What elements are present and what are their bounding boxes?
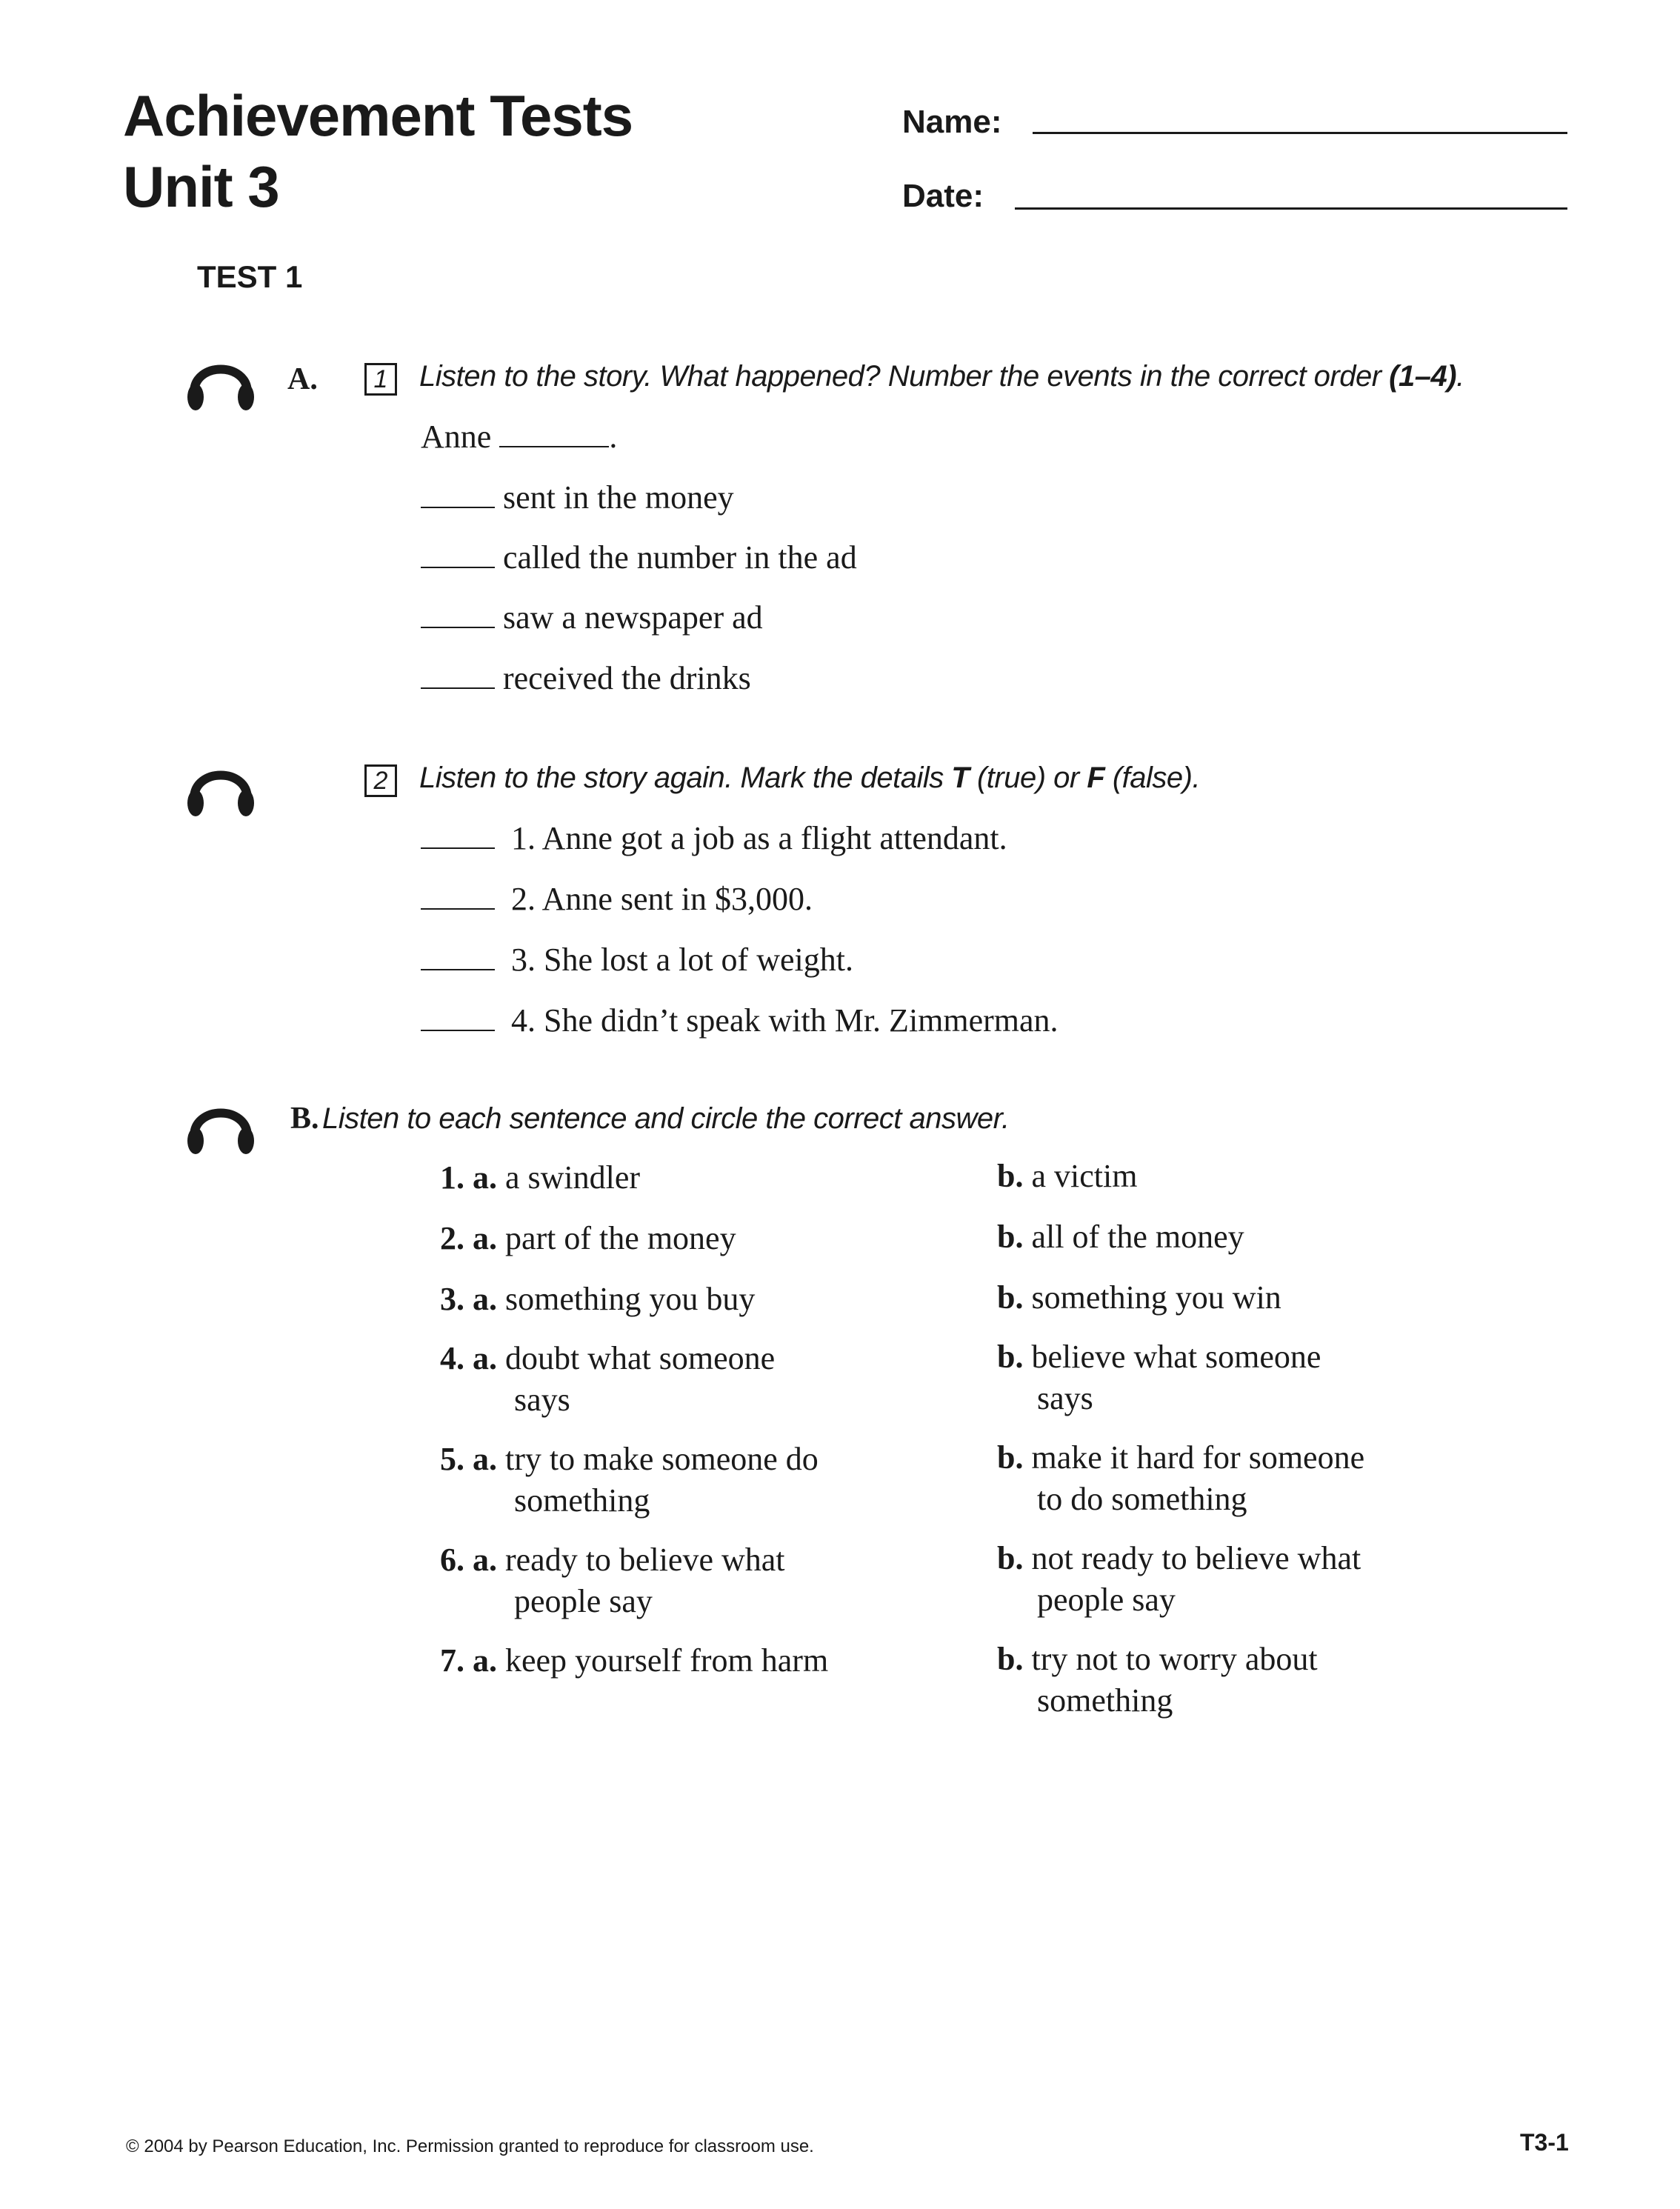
part-1-stem-blank[interactable] [499, 446, 609, 447]
part-1-stem [421, 418, 617, 456]
part-2-instruction-text: Listen to the story again. Mark the details [419, 762, 952, 794]
part-1-stem-end: . [609, 419, 618, 455]
true-letter: T [951, 762, 970, 794]
headphones-icon [184, 1089, 258, 1163]
false-letter: F [1087, 762, 1105, 794]
page-number: T3-1 [1520, 2129, 1569, 2156]
detail-text: 3. She lost a lot of weight. [511, 942, 853, 978]
option-a-letter[interactable]: a. [473, 1340, 497, 1376]
question-2-option-b[interactable] [997, 1216, 1244, 1258]
order-blank[interactable] [421, 507, 495, 508]
tf-blank[interactable] [421, 847, 495, 849]
part-1-stem-text: Anne [421, 419, 492, 455]
option-b-text[interactable]: all of the money [1031, 1219, 1244, 1255]
option-b-text[interactable]: a victim [1031, 1158, 1138, 1194]
date-label: Date: [902, 178, 984, 214]
headphones-icon [184, 345, 258, 419]
list-item [421, 941, 853, 979]
question-6-option-b[interactable] [997, 1538, 1516, 1621]
event-text: sent in the money [503, 479, 734, 516]
order-blank[interactable] [421, 687, 495, 689]
option-a-text-cont[interactable]: something [514, 1482, 650, 1519]
option-b-text-cont[interactable]: something [1037, 1682, 1173, 1719]
option-b-text[interactable]: something you win [1031, 1279, 1281, 1316]
tf-blank[interactable] [421, 969, 495, 970]
question-number: 2. [440, 1220, 464, 1256]
test-label: TEST 1 [197, 259, 303, 294]
option-a-letter[interactable]: a. [473, 1542, 497, 1578]
option-a-text[interactable]: something you buy [505, 1281, 756, 1317]
list-item [421, 479, 734, 516]
option-a-text[interactable]: doubt what someone [505, 1340, 776, 1376]
false-text: (false). [1104, 762, 1201, 794]
option-a-letter[interactable]: a. [473, 1642, 497, 1679]
part-2-box: 2 [364, 764, 397, 797]
title-line-2: Unit 3 [123, 154, 279, 219]
list-item [421, 659, 751, 697]
part-2-instruction [419, 762, 1200, 795]
option-a-text[interactable]: ready to believe what [505, 1542, 785, 1578]
option-a-text[interactable]: try to make someone do [505, 1441, 819, 1477]
option-b-letter[interactable]: b. [997, 1339, 1024, 1375]
option-b-letter[interactable]: b. [997, 1219, 1024, 1255]
question-7-option-b[interactable] [997, 1639, 1516, 1722]
option-a-letter[interactable]: a. [473, 1281, 497, 1317]
event-text: received the drinks [503, 660, 751, 696]
date-field[interactable] [1015, 207, 1567, 210]
part-1-instruction [419, 360, 1464, 393]
option-b-letter[interactable]: b. [997, 1540, 1024, 1576]
question-5 [440, 1439, 959, 1522]
option-a-text[interactable]: keep yourself from harm [505, 1642, 829, 1679]
question-number: 5. [440, 1441, 464, 1477]
part-1-box: 1 [364, 363, 397, 396]
option-a-text[interactable]: part of the money [505, 1220, 736, 1256]
name-field[interactable] [1033, 132, 1567, 134]
question-7 [440, 1640, 959, 1682]
question-3-option-b[interactable] [997, 1277, 1281, 1319]
list-item [421, 599, 763, 636]
question-number: 6. [440, 1542, 464, 1578]
question-number: 4. [440, 1340, 464, 1376]
question-4-option-b[interactable] [997, 1336, 1456, 1419]
true-text: (true) or [969, 762, 1087, 794]
part-1-instruction-end: . [1456, 360, 1464, 393]
detail-text: 2. Anne sent in $3,000. [511, 881, 813, 917]
detail-text: 4. She didn’t speak with Mr. Zimmerman. [511, 1002, 1059, 1039]
tf-blank[interactable] [421, 908, 495, 910]
section-b-instruction: Listen to each sentence and circle the correct answer. [321, 1102, 1010, 1135]
name-label: Name: [902, 104, 1002, 140]
section-a-letter: A. [287, 362, 318, 396]
list-item [421, 1002, 1059, 1039]
option-a-text[interactable]: a swindler [505, 1159, 641, 1196]
list-item [421, 880, 813, 918]
option-b-text-cont[interactable]: says [1037, 1380, 1093, 1416]
option-b-text[interactable]: believe what someone [1031, 1339, 1321, 1375]
section-b-letter: B. [290, 1102, 319, 1136]
question-number: 3. [440, 1281, 464, 1317]
option-a-text-cont[interactable]: says [514, 1382, 570, 1418]
question-number: 1. [440, 1159, 464, 1196]
option-b-letter[interactable]: b. [997, 1641, 1024, 1677]
page-title [123, 80, 633, 222]
copyright-notice: © 2004 by Pearson Education, Inc. Permission granted to reproduce for classroom use. [126, 2136, 814, 2156]
option-a-letter[interactable]: a. [473, 1220, 497, 1256]
part-1-instruction-range: (1–4) [1389, 360, 1457, 393]
order-blank[interactable] [421, 567, 495, 568]
question-5-option-b[interactable] [997, 1437, 1516, 1520]
option-a-letter[interactable]: a. [473, 1159, 497, 1196]
title-line-1: Achievement Tests [123, 83, 633, 148]
option-b-text[interactable]: make it hard for someone [1031, 1439, 1365, 1476]
section-b-heading [290, 1101, 1010, 1136]
option-b-text-cont[interactable]: people say [1037, 1582, 1176, 1618]
option-b-text[interactable]: try not to worry about [1031, 1641, 1318, 1677]
event-text: saw a newspaper ad [503, 599, 763, 636]
question-1 [440, 1157, 640, 1199]
question-1-option-b[interactable] [997, 1156, 1137, 1197]
tf-blank[interactable] [421, 1030, 495, 1031]
question-2 [440, 1218, 736, 1259]
list-item [421, 539, 857, 576]
option-b-letter[interactable]: b. [997, 1279, 1024, 1316]
question-4 [440, 1338, 944, 1421]
option-b-letter[interactable]: b. [997, 1158, 1024, 1194]
part-1-instruction-text: Listen to the story. What happened? Number the events in the correct order [419, 360, 1390, 393]
list-item [421, 819, 1007, 857]
detail-text: 1. Anne got a job as a flight attendant. [511, 820, 1007, 856]
option-a-text-cont[interactable]: people say [514, 1583, 653, 1619]
headphones-icon [184, 751, 258, 825]
question-3 [440, 1279, 755, 1320]
option-b-text-cont[interactable]: to do something [1037, 1481, 1247, 1517]
option-b-text[interactable]: not ready to believe what [1031, 1540, 1361, 1576]
question-6 [440, 1539, 959, 1622]
option-b-letter[interactable]: b. [997, 1439, 1024, 1476]
question-number: 7. [440, 1642, 464, 1679]
event-text: called the number in the ad [503, 539, 857, 576]
order-blank[interactable] [421, 627, 495, 628]
option-a-letter[interactable]: a. [473, 1441, 497, 1477]
